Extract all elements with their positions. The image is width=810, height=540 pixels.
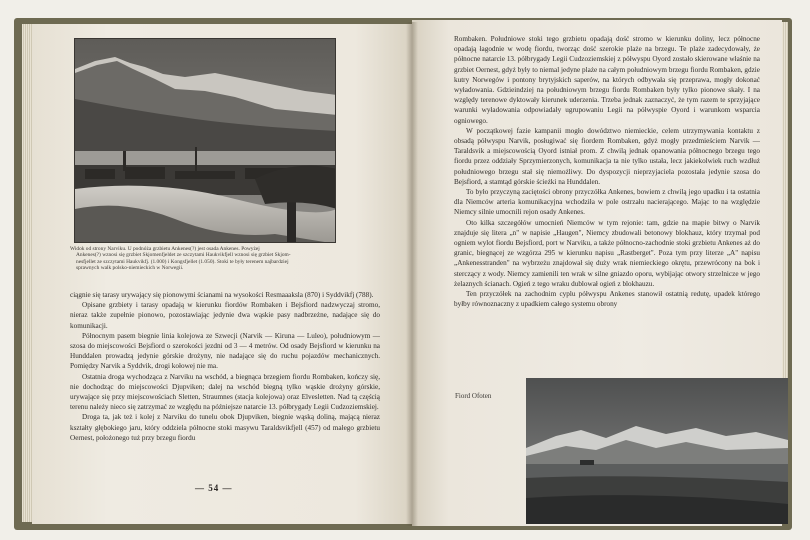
paragraph: Ostatnia droga wychodząca z Narviku na wschód, a biegnąca brzegiem fiordu Rombaken, kończy się, nie dochodząc do miejscowości Djupviken; dalej na wschód biegną tylko wąskie drożyny górskie, urywające się przy miejscowościach Sletten, Straumnes (stacja kolejowa) oraz Elvesletten. Nad tą częścią terenu należy nieco się zatrzymać ze względu na późniejsze natarcie 13. półbrygady Legii Cudzoziemskiej. — [70, 372, 380, 412]
book-gutter — [406, 22, 418, 526]
left-body-text — [70, 290, 380, 443]
narvik-photo — [74, 38, 336, 243]
paragraph: Rombaken. Południowe stoki tego grzbietu opadają dość stromo w kierunku doliny, lecz północne opadają łagodnie w wodę fiordu, tworząc dość szerokie plaże na brzegu. Te plaże zadecydowały, że północne natarcie 13. półbrygady Legii Cudzoziemskiej z półwyspu Oyord zostało skierowane właśnie na grzbiet Oernest, gdyż były to niemal jedyne plaże na całym południowym brzegu fiordu Rombaken, gdzie kutry Norwegów i pontony brytyjskich saperów, na których odbywała się przeprawa, mogły dokonać wyładowania. Gdzieindziej na południowym brzegu fiordu Rombaken były tylko pionowe skały. I na względy terenowe dyktowały kierunek uderzenia. Trzeba jednak zaznaczyć, że tym razem te sprzyjające warunki wyładowania odpowiadały ugrupowaniu Legii na półwyspie Oyord i warunkom wsparcia ogniowego. — [454, 35, 760, 125]
caption-line: Ankenes(?) wznosi się grzbiet Skjomenfjeldet ze szczytami Haukvikfjell wznosi się grzbiet Skjom- — [76, 252, 291, 259]
paragraph: Oto kilka szczegółów umocnień Niemców w tym rejonie: tam, gdzie na mapie bitwy o Narvik znajduje się litera „n" w napisie „Haugen", Niemcy zbudowali betonowy blokhauz, który trzymał pod ogniem wylot fiordu Bejsfiord, port w Narviku, a także północno-zachodnie stoki grzbietu Ankenes aż do granic, biegnącej ze wzgórza 295 w kierunku napisu „Rastberget". Poza tym przy literze „A" napisu „Ankenesstranden" na wybrzeżu znajdował się duży wrak niemieckiego okrętu, przewrócony na bok i sterczący z wody. Niemcy zamienili ten wrak w silne gniazdo oporu, wybijając otwory strzelnicze w jego żelaznych ścianach. Ogień z tego wraku dublował ogień z blokhauzu. — [454, 218, 760, 288]
paragraph: Północnym pasem biegnie linia kolejowa ze Szwecji (Narvik — Kiruna — Luleo), południowym — szosa do miejscowości Bejsfiord o szerokości jezdni od 3 — 4 metrów. Od osady Bejsfiord w kierunku na Hunddalen prowadzą jedynie górskie drożyny, nie nadające się do ruchu pojazdów mechanicznych. Pomiędzy Narvik a Syddvik, drogi kołowej nie ma. — [70, 331, 380, 371]
paragraph: To było przyczyną zaciętości obrony przyczółka Ankenes, bowiem z chwilą jego upadku i ta ostatnia dla Niemców arteria komunikacyjna wchodziła w pole ostrzału nacierającego. Mając to na względzie Niemcy silnie umocnili rejon osady Ankenes. — [454, 188, 760, 217]
right-body-text — [454, 34, 760, 309]
caption-line: nesfjellet ze szczytami Haukvikfj. (1.000) i Kongsfjellet (1.050). Stoki te były terenem najbardziej — [76, 258, 289, 265]
page-number: — 54 — — [195, 483, 233, 493]
paragraph: W początkowej fazie kampanii mogło dowództwo niemieckie, celem utrzymywania kontaktu z obsadą półwyspu Narvik, posługiwać się fiordem Rombaken, gdyż mogły przedmieściem Narvik — Taraldsvik a miejscowością Oyord istniał prom. Z chwilą jednak opanowania północnego brzegu tego fiordu przez oddziały Sprzymierzonych, komunikacja ta nie tylko ustała, lecz jakiekolwiek ruch wzdłuż południowego brzegu stał się niemożliwy. Do dyspozycji nieprzyjaciela pozostała jedynie szosa do Bejsfiord, a stamtąd górskie ścieżki na Hunddalen. — [454, 126, 760, 186]
paragraph: Droga ta, jak też i kolej z Narviku do tunelu obok Djupviken, biegnie wąską doliną, mającą nieraz kształty głębokiego jaru, który oddziela północne stoki masywu Taraldsvikfjell (457) od małego grzbietu Oernest, położonego tuż przy brzegu fiordu — [70, 413, 380, 442]
caption-line: Widok od strony Narviku. U podnóża grzbietu Ankenes(?) jest osada Ankenes. Powyżej — [70, 246, 260, 252]
photo-caption — [70, 246, 342, 272]
photo-label: Fiord Ofoten — [455, 392, 492, 400]
caption-line: sprawnych walk polsko-niemieckich w Norwegii. — [76, 265, 184, 272]
paragraph: ciągnie się tarasy urywający się pionowymi ścianami na wysokości Resmaaaksla (870) i Syddvikfj (788). — [70, 291, 374, 299]
paragraph: Opisane grzbiety i tarasy opadają w kierunku fiordów Rombaken i Bejsfiord nadzwyczaj stromo, nieraz także zupełnie pionowo, pozostawiając jedynie dwa wąskie pasy nadbrzeżne, nadające się do komunikacji. — [70, 301, 380, 330]
fjord-photo — [526, 378, 788, 524]
paragraph: Ten przyczółek na zachodnim cyplu półwyspu Ankenes stanowił ostatnią redutę, upadek którego byłby równoznaczny z upadkiem całego systemu obrony — [454, 290, 760, 309]
